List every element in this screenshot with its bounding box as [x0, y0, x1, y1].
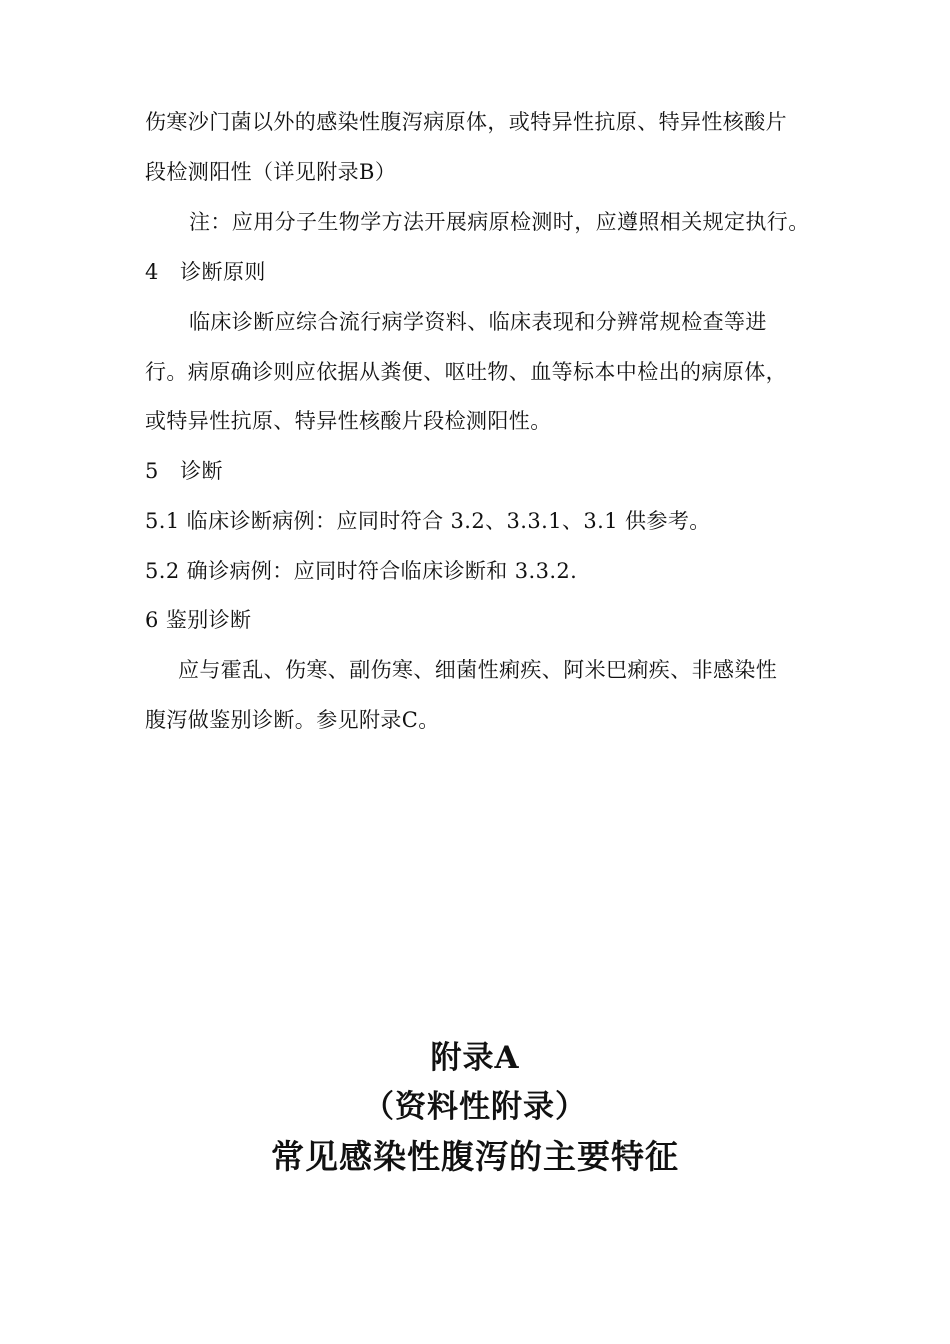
appendix-title: 附录A [430, 1040, 520, 1076]
section-heading: 5 诊断 [145, 459, 223, 483]
paragraph-line: 段检测阳性（详见附录B） [145, 160, 397, 184]
section-heading: 6 鉴别诊断 [145, 608, 252, 632]
section-heading: 4 诊断原则 [145, 260, 266, 284]
paragraph-line: 腹泻做鉴别诊断。参见附录C。 [145, 708, 440, 732]
note-text: 注：应用分子生物学方法开展病原检测时，应遵照相关规定执行。 [189, 210, 810, 234]
paragraph-line: 临床诊断应综合流行病学资料、临床表现和分辨常规检查等进 [189, 310, 767, 334]
paragraph-line: 应与霍乱、伤寒、副伤寒、细菌性痢疾、阿米巴痢疾、非感染性 [178, 658, 778, 682]
appendix-subtitle: （资料性附录） [363, 1089, 587, 1125]
paragraph-line: 伤寒沙门菌以外的感染性腹泻病原体，或特异性抗原、特异性核酸片 [145, 110, 787, 134]
clause-text: 5.2 确诊病例：应同时符合临床诊断和 3.3.2. [145, 559, 578, 583]
clause-text: 5.1 临床诊断病例：应同时符合 3.2、3.3.1、3.1 供参考。 [145, 509, 711, 533]
paragraph-line: 或特异性抗原、特异性核酸片段检测阳性。 [145, 409, 552, 433]
appendix-heading: 常见感染性腹泻的主要特征 [271, 1137, 679, 1176]
paragraph-line: 行。病原确诊则应依据从粪便、呕吐物、血等标本中检出的病原体， [145, 360, 787, 384]
